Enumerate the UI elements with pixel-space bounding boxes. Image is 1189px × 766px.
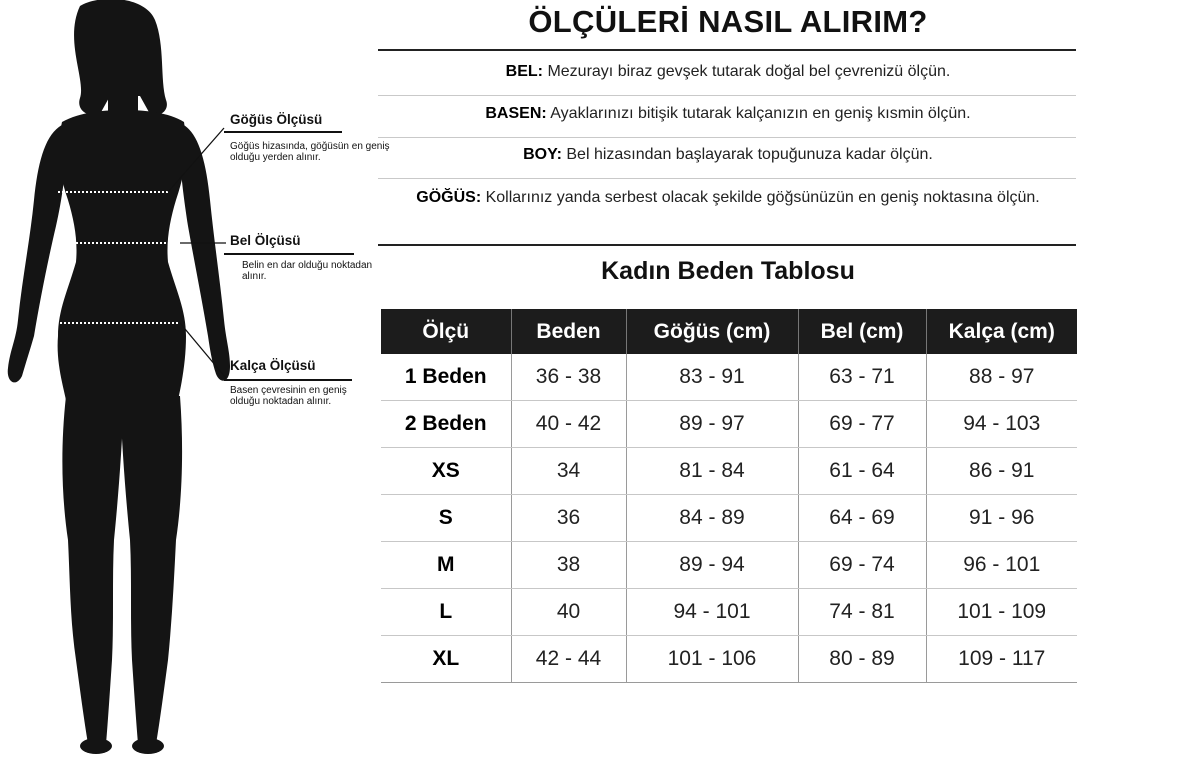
- instruction-divider: [378, 95, 1076, 96]
- cell-kalca: 94 - 103: [926, 401, 1077, 448]
- cell-kalca: 96 - 101: [926, 542, 1077, 589]
- instruction-bel: [378, 63, 1078, 81]
- header-olcu: Ölçü: [381, 309, 511, 354]
- cell-gogus: 94 - 101: [626, 589, 798, 636]
- instruction-basen: [378, 105, 1078, 123]
- cell-gogus: 101 - 106: [626, 636, 798, 683]
- instruction-divider: [378, 178, 1076, 179]
- hip-annotation-text: Basen çevresinin en geniş olduğu noktadan alınır.: [230, 385, 347, 407]
- cell-beden: 42 - 44: [511, 636, 626, 683]
- table-row: [381, 542, 1077, 589]
- instruction-text: Ayaklarınızı bitişik tutarak kalçanızın en geniş kısmin ölçün.: [546, 105, 971, 122]
- cell-kalca: 88 - 97: [926, 354, 1077, 401]
- cell-kalca: 109 - 117: [926, 636, 1077, 683]
- cell-gogus: 89 - 94: [626, 542, 798, 589]
- instruction-text: Bel hizasından başlayarak topuğunuza kadar ölçün.: [561, 146, 933, 163]
- cell-beden: 36 - 38: [511, 354, 626, 401]
- cell-size: 1 Beden: [381, 354, 511, 401]
- cell-gogus: 83 - 91: [626, 354, 798, 401]
- cell-kalca: 101 - 109: [926, 589, 1077, 636]
- chest-annotation: [230, 112, 390, 163]
- cell-size: XS: [381, 448, 511, 495]
- table-row: [381, 401, 1077, 448]
- instruction-gogus: [378, 187, 1078, 209]
- hip-annotation: [230, 358, 380, 407]
- page-title: ÖLÇÜLERİ NASIL ALIRIM?: [528, 4, 928, 39]
- waist-annotation-text: Belin en dar olduğu noktadan alınır.: [242, 260, 373, 282]
- woman-silhouette: [0, 0, 230, 766]
- cell-bel: 64 - 69: [798, 495, 926, 542]
- instruction-label: BOY:: [523, 146, 562, 163]
- cell-gogus: 89 - 97: [626, 401, 798, 448]
- header-kalca: Kalça (cm): [926, 309, 1077, 354]
- waist-annotation-title: Bel Ölçüsü: [230, 233, 301, 248]
- chest-annotation-title: Göğüs Ölçüsü: [230, 112, 323, 127]
- hip-annotation-underline: [224, 379, 352, 381]
- size-table-title: Kadın Beden Tablosu: [601, 257, 855, 285]
- instruction-text: Mezurayı biraz gevşek tutarak doğal bel çevrenizü ölçün.: [543, 63, 951, 80]
- instruction-boy: [378, 146, 1078, 164]
- instruction-label: BEL:: [505, 63, 543, 80]
- cell-size: M: [381, 542, 511, 589]
- cell-bel: 74 - 81: [798, 589, 926, 636]
- table-row: [381, 495, 1077, 542]
- waist-annotation: [230, 233, 380, 282]
- hip-annotation-title: Kalça Ölçüsü: [230, 358, 316, 373]
- cell-bel: 63 - 71: [798, 354, 926, 401]
- chest-annotation-underline: [224, 131, 342, 133]
- cell-bel: 80 - 89: [798, 636, 926, 683]
- instruction-text: Kollarınız yanda serbest olacak şekilde göğsünüzün en geniş noktasına ölçün.: [481, 189, 1040, 206]
- cell-size: L: [381, 589, 511, 636]
- waist-annotation-underline: [224, 253, 354, 255]
- instruction-label: GÖĞÜS:: [416, 189, 482, 206]
- table-row: [381, 636, 1077, 683]
- cell-kalca: 86 - 91: [926, 448, 1077, 495]
- table-row: [381, 589, 1077, 636]
- header-bel: Bel (cm): [798, 309, 926, 354]
- instruction-divider: [378, 137, 1076, 138]
- chest-annotation-text: Göğüs hizasında, göğüsün en geniş olduğu yerden alınır.: [230, 141, 390, 163]
- cell-size: S: [381, 495, 511, 542]
- instruction-label: BASEN:: [485, 105, 547, 122]
- cell-gogus: 81 - 84: [626, 448, 798, 495]
- size-table: [381, 309, 1077, 683]
- cell-bel: 69 - 77: [798, 401, 926, 448]
- title-divider: [378, 49, 1076, 51]
- cell-beden: 38: [511, 542, 626, 589]
- table-row: [381, 354, 1077, 401]
- cell-kalca: 91 - 96: [926, 495, 1077, 542]
- table-header-row: [381, 309, 1077, 354]
- cell-bel: 61 - 64: [798, 448, 926, 495]
- instructions-bottom-divider: [378, 244, 1076, 246]
- header-gogus: Göğüs (cm): [626, 309, 798, 354]
- cell-bel: 69 - 74: [798, 542, 926, 589]
- cell-beden: 36: [511, 495, 626, 542]
- cell-gogus: 84 - 89: [626, 495, 798, 542]
- cell-size: 2 Beden: [381, 401, 511, 448]
- cell-beden: 40 - 42: [511, 401, 626, 448]
- header-beden: Beden: [511, 309, 626, 354]
- cell-beden: 34: [511, 448, 626, 495]
- table-row: [381, 448, 1077, 495]
- cell-beden: 40: [511, 589, 626, 636]
- cell-size: XL: [381, 636, 511, 683]
